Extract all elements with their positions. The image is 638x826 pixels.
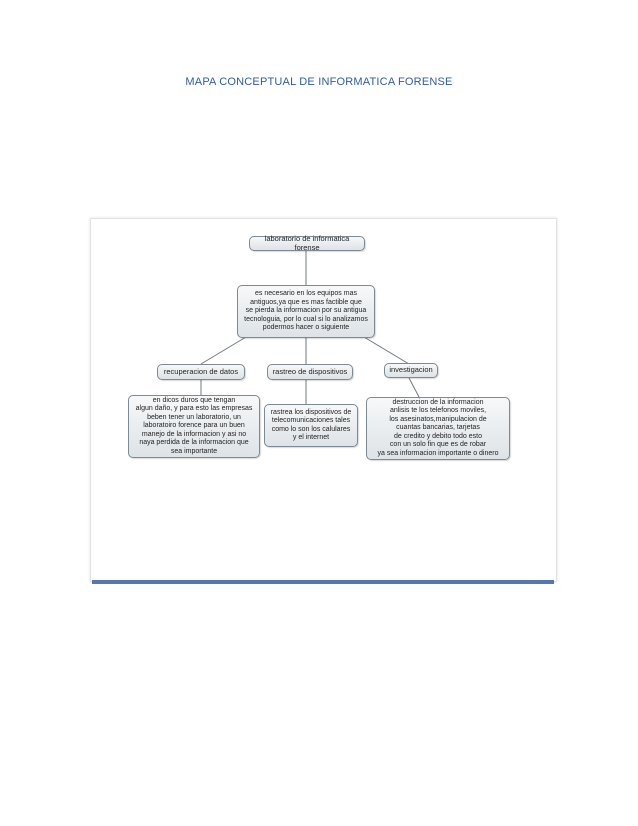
- branch-node-investigacion: investigacion: [384, 363, 438, 378]
- concept-map-figure: [90, 218, 557, 582]
- link-center-branch3: [359, 334, 409, 364]
- root-node: laboratorio de informatica forense: [249, 236, 365, 251]
- detail-node-rastreo: rastrea los dispositivos de telecomunicaciones tales como lo son los calulares y el internet: [264, 404, 358, 447]
- center-node: es necesario en los equipos mas antiguos,ya que es mas factible que se pierda la informacion por su antigua tecnologuia, por lo cual si lo analizamos podermos hacer o siguiente: [237, 285, 375, 338]
- detail-node-recuperacion: en dicos duros que tengan algun daño, y para esto las empresas beben tener un laboratorio, un laboratoiro forence para un buen manejo de la informacion y asi no naya perdida de la informacion que sea importante: [128, 395, 260, 458]
- link-branch3-detail: [409, 378, 419, 397]
- branch-node-rastreo: rastreo de dispositivos: [267, 364, 353, 380]
- document-title: MAPA CONCEPTUAL DE INFORMATICA FORENSE: [185, 76, 453, 88]
- detail-node-investigacion: destruccion de la informacion anlisis te los telefonos moviles, los asesinatos,manipulacion de cuantas bancarias, tarjetas de credito y debito todo esto con un solo fin que es de robar ya sea informacion importante o dinero: [366, 397, 510, 460]
- figure-bottom-bar: [92, 580, 554, 584]
- link-center-branch1: [201, 334, 251, 364]
- branch-node-recuperacion: recuperacion de datos: [157, 364, 245, 380]
